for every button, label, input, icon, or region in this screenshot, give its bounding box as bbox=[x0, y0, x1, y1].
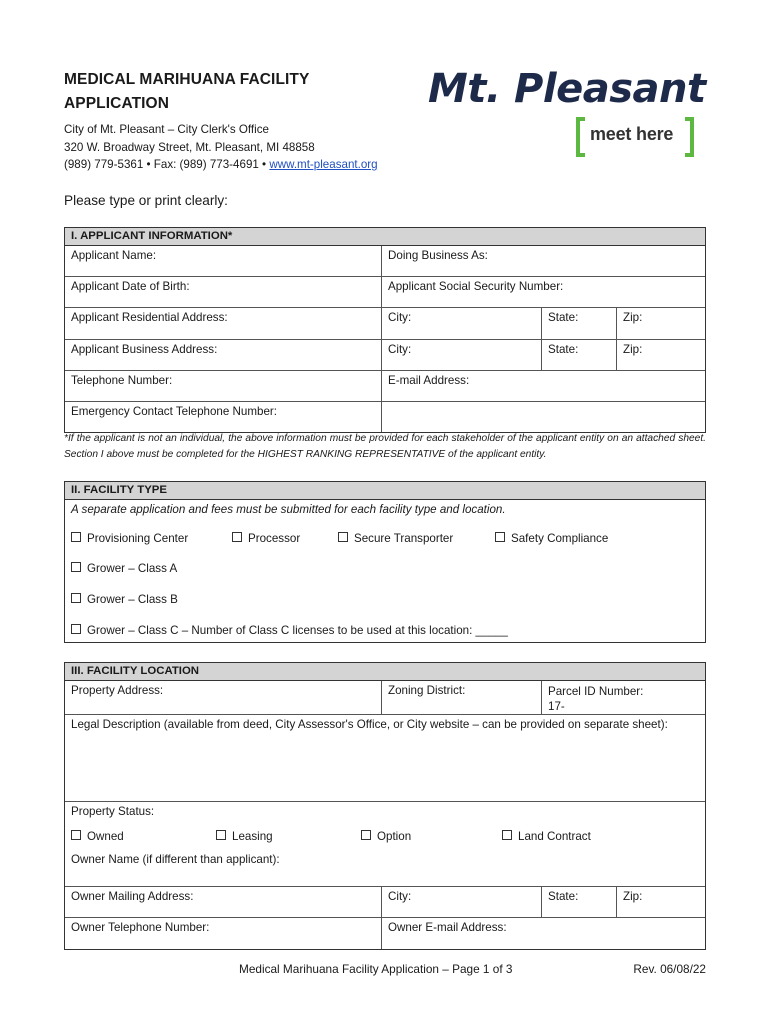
residential-state-field[interactable]: State: bbox=[541, 308, 616, 339]
checkbox-safety-compliance[interactable]: Safety Compliance bbox=[495, 532, 608, 545]
row-business bbox=[65, 340, 705, 371]
ssn-field[interactable]: Applicant Social Security Number: bbox=[381, 277, 705, 307]
applicant-name-field[interactable]: Applicant Name: bbox=[71, 249, 157, 262]
checkbox-icon bbox=[502, 830, 512, 840]
bracket-right-icon bbox=[685, 117, 694, 157]
email-field[interactable]: E-mail Address: bbox=[381, 371, 705, 401]
checkbox-owned[interactable]: Owned bbox=[71, 830, 124, 843]
business-city-field[interactable]: City: bbox=[381, 340, 541, 370]
website-link[interactable]: www.mt-pleasant.org bbox=[269, 158, 378, 171]
row-dob bbox=[65, 277, 705, 308]
owner-zip-field[interactable]: Zip: bbox=[616, 887, 705, 917]
checkbox-option[interactable]: Option bbox=[361, 830, 411, 843]
row-telephone bbox=[65, 371, 705, 402]
logo-wordmark: Mt. Pleasant bbox=[428, 66, 706, 112]
title-line-2: APPLICATION bbox=[64, 95, 170, 112]
checkbox-processor[interactable]: Processor bbox=[232, 532, 300, 545]
row-property bbox=[65, 681, 705, 715]
checkbox-provisioning-center[interactable]: Provisioning Center bbox=[71, 532, 188, 545]
parcel-id-field[interactable]: Parcel ID Number: 17- bbox=[541, 681, 705, 714]
checkbox-land-contract[interactable]: Land Contract bbox=[502, 830, 591, 843]
owner-name-field[interactable]: Owner Name (if different than applicant): bbox=[71, 853, 280, 866]
office-name: City of Mt. Pleasant – City Clerk's Office bbox=[64, 123, 269, 136]
office-address bbox=[64, 121, 378, 174]
footer-revision: Rev. 06/08/22 bbox=[633, 962, 706, 976]
row-residential bbox=[65, 308, 705, 340]
owner-email-field[interactable]: Owner E-mail Address: bbox=[381, 918, 705, 949]
print-instruction: Please type or print clearly: bbox=[64, 193, 228, 208]
checkbox-icon bbox=[71, 624, 81, 634]
telephone-field[interactable]: Telephone Number: bbox=[71, 374, 173, 387]
section-applicant-information bbox=[64, 227, 706, 433]
checkbox-leasing[interactable]: Leasing bbox=[216, 830, 273, 843]
bracket-left-icon bbox=[576, 117, 585, 157]
owner-state-field[interactable]: State: bbox=[541, 887, 616, 917]
residential-city-field[interactable]: City: bbox=[381, 308, 541, 339]
section-facility-type bbox=[64, 481, 706, 643]
emergency-blank-field[interactable] bbox=[381, 402, 705, 432]
owner-telephone-field[interactable]: Owner Telephone Number: bbox=[71, 921, 210, 934]
checkbox-icon bbox=[71, 532, 81, 542]
dba-field[interactable]: Doing Business As: bbox=[381, 246, 705, 276]
logo-tagline-box bbox=[576, 117, 694, 161]
business-state-field[interactable]: State: bbox=[541, 340, 616, 370]
section-1-heading: I. APPLICANT INFORMATION* bbox=[65, 228, 705, 246]
stakeholder-note: *If the applicant is not an individual, the above information must be provided for each stakeholder of the applicant entity on an attached sheet. Section I above must be completed for the HIGHEST RANKING REPRESENTATIVE of the applicant entity. bbox=[64, 433, 706, 460]
row-property-status bbox=[65, 802, 705, 850]
checkbox-icon bbox=[71, 593, 81, 603]
row-owner-name bbox=[65, 850, 705, 887]
residential-zip-field[interactable]: Zip: bbox=[616, 308, 705, 339]
section-2-heading: II. FACILITY TYPE bbox=[65, 482, 705, 500]
section-3-heading: III. FACILITY LOCATION bbox=[65, 663, 705, 681]
owner-city-field[interactable]: City: bbox=[381, 887, 541, 917]
facility-type-instruction: A separate application and fees must be submitted for each facility type and location. bbox=[71, 503, 506, 516]
business-zip-field[interactable]: Zip: bbox=[616, 340, 705, 370]
checkbox-icon bbox=[71, 830, 81, 840]
row-emergency bbox=[65, 402, 705, 432]
dob-field[interactable]: Applicant Date of Birth: bbox=[71, 280, 190, 293]
checkbox-icon bbox=[232, 532, 242, 542]
property-status-label: Property Status: bbox=[71, 805, 155, 818]
legal-description-field[interactable]: Legal Description (available from deed, City Assessor's Office, or City website – can be provided on separate sheet): bbox=[71, 718, 668, 731]
checkbox-grower-class-a[interactable]: Grower – Class A bbox=[71, 562, 177, 575]
form-title bbox=[64, 68, 309, 116]
mt-pleasant-logo bbox=[424, 66, 706, 166]
row-owner-mailing bbox=[65, 887, 705, 918]
checkbox-icon bbox=[361, 830, 371, 840]
section-facility-location bbox=[64, 662, 706, 950]
row-name bbox=[65, 246, 705, 277]
property-address-field[interactable]: Property Address: bbox=[71, 684, 164, 697]
zoning-district-field[interactable]: Zoning District: bbox=[381, 681, 541, 714]
emergency-phone-field[interactable]: Emergency Contact Telephone Number: bbox=[71, 405, 278, 418]
row-legal-description bbox=[65, 715, 705, 802]
checkbox-icon bbox=[338, 532, 348, 542]
footer-page-number: Medical Marihuana Facility Application – Page 1 of 3 bbox=[239, 962, 513, 976]
logo-tagline: meet here bbox=[590, 124, 674, 144]
checkbox-grower-class-c[interactable]: Grower – Class C – Number of Class C licenses to be used at this location: _____ bbox=[71, 624, 508, 637]
checkbox-icon bbox=[495, 532, 505, 542]
checkbox-icon bbox=[216, 830, 226, 840]
checkbox-secure-transporter[interactable]: Secure Transporter bbox=[338, 532, 453, 545]
phone-fax: (989) 779-5361 • Fax: (989) 773-4691 • bbox=[64, 158, 270, 171]
office-street: 320 W. Broadway Street, Mt. Pleasant, MI 48858 bbox=[64, 140, 315, 154]
title-line-1: MEDICAL MARIHUANA FACILITY bbox=[64, 71, 310, 88]
owner-mailing-address-field[interactable]: Owner Mailing Address: bbox=[71, 890, 194, 903]
checkbox-grower-class-b[interactable]: Grower – Class B bbox=[71, 593, 178, 606]
residential-address-field[interactable]: Applicant Residential Address: bbox=[71, 311, 228, 324]
checkbox-icon bbox=[71, 562, 81, 572]
business-address-field[interactable]: Applicant Business Address: bbox=[71, 343, 218, 356]
office-contact bbox=[64, 156, 378, 174]
row-owner-contact bbox=[65, 918, 705, 949]
